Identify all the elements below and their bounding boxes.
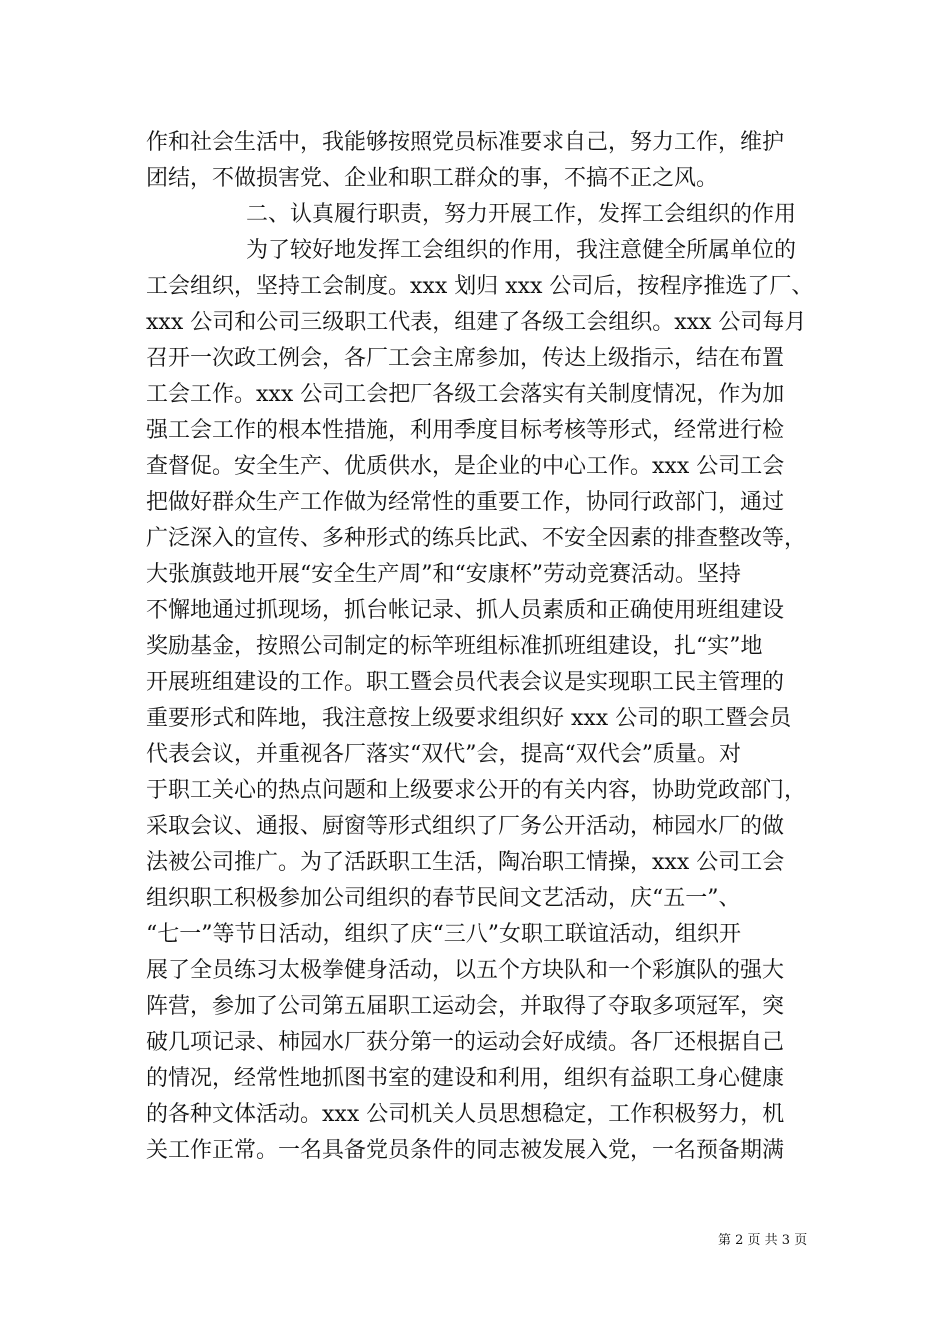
text-line: 展了全员练习太极拳健身活动，以五个方块队和一个彩旗队的强大 [146, 958, 785, 983]
text-line: 代表会议，并重视各厂落实“双代”会，提高“双代会”质量。对 [146, 742, 741, 767]
text-line: 的各种文体活动。xxx 公司机关人员思想稳定，工作积极努力，机 [146, 1102, 785, 1127]
text-line: 召开一次政工例会，各厂工会主席参加，传达上级指示，结在布置 [146, 346, 785, 371]
text-line: 开展班组建设的工作。职工暨会员代表会议是实现职工民主管理的 [146, 670, 785, 695]
text-line: 关工作正常。一名具备党员条件的同志被发展入党，一名预备期满 [146, 1138, 785, 1163]
text-line: 强工会工作的根本性措施，利用季度目标考核等形式，经常进行检 [146, 418, 785, 443]
text-line: 法被公司推广。为了活跃职工生活，陶冶职工情操，xxx 公司工会 [146, 850, 785, 875]
text-line: 团结，不做损害党、企业和职工群众的事，不搞不正之风。 [146, 166, 719, 191]
text-line: 广泛深入的宣传、多种形式的练兵比武、不安全因素的排查整改等， [146, 526, 807, 551]
text-line: 重要形式和阵地，我注意按上级要求组织好 xxx 公司的职工暨会员 [146, 706, 792, 731]
text-line: 于职工关心的热点问题和上级要求公开的有关内容，协助党政部门， [146, 778, 807, 803]
text-line: 作和社会生活中，我能够按照党员标准要求自己，努力工作，维护 [146, 130, 785, 155]
text-line: 把做好群众生产工作做为经常性的重要工作，协同行政部门，通过 [146, 490, 785, 515]
text-line: 组织职工积极参加公司组织的春节民间文艺活动，庆“五一”、 [146, 886, 741, 911]
text-line: 查督促。安全生产、优质供水，是企业的中心工作。xxx 公司工会 [146, 454, 785, 479]
text-line: 阵营，参加了公司第五届职工运动会，并取得了夺取多项冠军，突 [146, 994, 785, 1019]
text-line: 工会工作。xxx 公司工会把厂各级工会落实有关制度情况，作为加 [146, 382, 785, 407]
text-line: 奖励基金，按照公司制定的标竿班组标准抓班组建设，扎“实”地 [146, 634, 763, 659]
text-line: 破几项记录、柿园水厂获分第一的运动会好成绩。各厂还根据自己 [146, 1030, 785, 1055]
text-line: 不懈地通过抓现场，抓台帐记录、抓人员素质和正确使用班组建设 [146, 598, 785, 623]
page-number-footer: 第 2 页 共 3 页 [718, 1233, 808, 1248]
section-heading: 二、认真履行职责，努力开展工作，发挥工会组织的作用 [246, 202, 797, 227]
text-line: 采取会议、通报、厨窗等形式组织了厂务公开活动，柿园水厂的做 [146, 814, 785, 839]
text-line: “七一”等节日活动，组织了庆“三八”女职工联谊活动，组织开 [146, 922, 741, 947]
text-line: 工会组织，坚持工会制度。xxx 划归 xxx 公司后，按程序推选了厂、 [146, 274, 814, 299]
text-line: 大张旗鼓地开展“安全生产周”和“安康杯”劳动竞赛活动。坚持 [146, 562, 741, 587]
text-line: xxx 公司和公司三级职工代表，组建了各级工会组织。xxx 公司每月 [146, 310, 807, 335]
text-line: 的情况，经常性地抓图书室的建设和利用，组织有益职工身心健康 [146, 1066, 785, 1091]
paragraph-first-line: 为了较好地发挥工会组织的作用，我注意健全所属单位的 [246, 238, 797, 263]
